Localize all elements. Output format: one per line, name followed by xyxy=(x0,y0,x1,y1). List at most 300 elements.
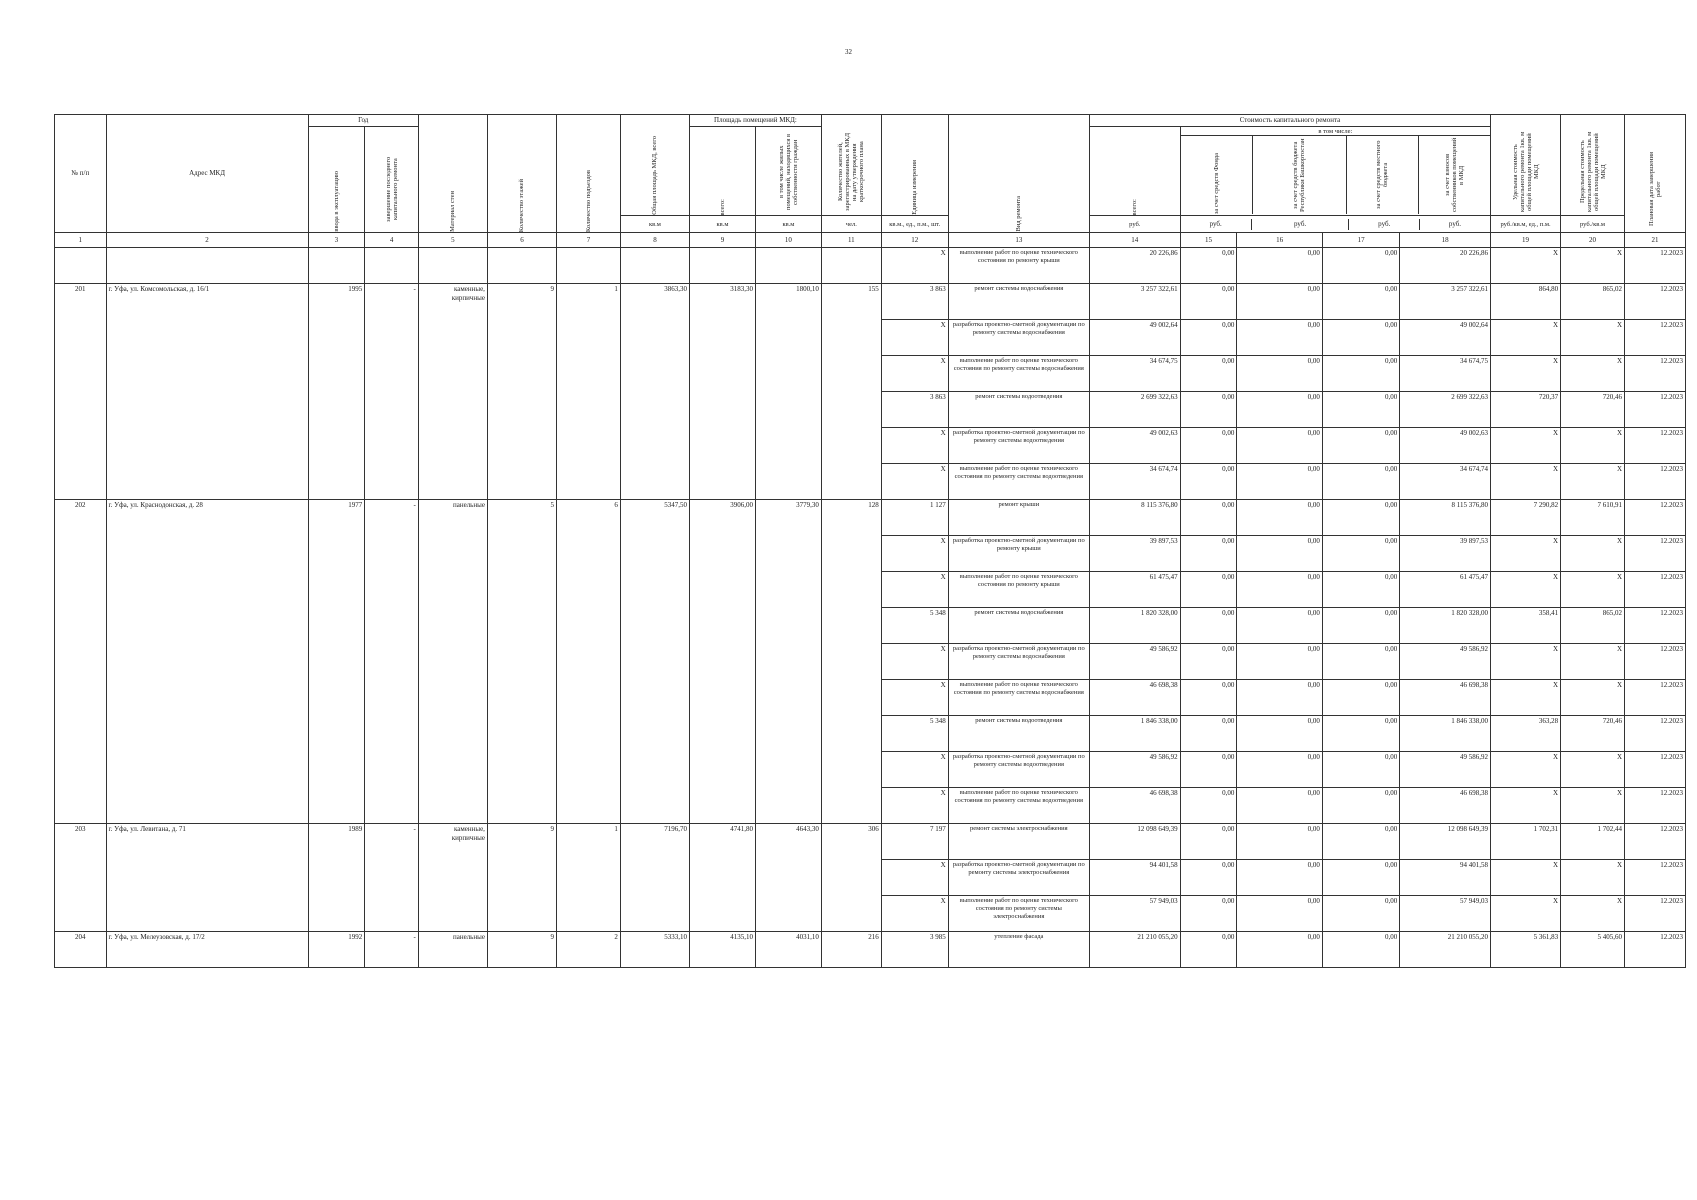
cost-republic: 0,00 xyxy=(1237,680,1323,716)
address: г. Уфа, ул. Мелеузовская, д. 17/2 xyxy=(106,932,308,968)
row-number xyxy=(55,392,107,428)
table-row xyxy=(55,608,1686,644)
work-type: разработка проектно-сметной документации по ремонту крыши xyxy=(948,536,1089,572)
deadline: 12.2023 xyxy=(1625,464,1686,500)
address xyxy=(106,716,308,752)
address xyxy=(106,320,308,356)
total-area xyxy=(620,356,689,392)
address: г. Уфа, ул. Комсомольская, д. 16/1 xyxy=(106,284,308,320)
cost-total: 39 897,53 xyxy=(1089,536,1180,572)
floors xyxy=(487,536,556,572)
column-number: 2 xyxy=(106,233,308,248)
wall-material xyxy=(418,896,487,932)
column-number: 17 xyxy=(1322,233,1399,248)
area-residential xyxy=(755,896,821,932)
table-row xyxy=(55,932,1686,968)
unit-19: руб./кв.м, ед., п.м. xyxy=(1491,216,1561,233)
table-row xyxy=(55,284,1686,320)
area-total xyxy=(689,392,755,428)
row-number xyxy=(55,680,107,716)
limit-cost: 865,02 xyxy=(1561,284,1625,320)
area-total xyxy=(689,644,755,680)
wall-material: каменные, кирпичные xyxy=(418,284,487,320)
floors: 9 xyxy=(487,932,556,968)
wall-material xyxy=(418,752,487,788)
residents: 128 xyxy=(821,500,881,536)
floors: 9 xyxy=(487,284,556,320)
measure-value: X xyxy=(881,644,948,680)
limit-cost: 865,02 xyxy=(1561,608,1625,644)
entrances xyxy=(557,680,621,716)
year-commission xyxy=(308,536,365,572)
residents xyxy=(821,644,881,680)
table-row xyxy=(55,428,1686,464)
cost-local: 0,00 xyxy=(1322,320,1399,356)
cost-owners: 34 674,75 xyxy=(1400,356,1491,392)
measure-value: X xyxy=(881,428,948,464)
column-number: 10 xyxy=(755,233,821,248)
measure-value: 7 197 xyxy=(881,824,948,860)
area-residential xyxy=(755,536,821,572)
wall-material: панельные xyxy=(418,932,487,968)
area-total xyxy=(689,356,755,392)
cost-republic: 0,00 xyxy=(1237,320,1323,356)
cost-owners: 49 586,92 xyxy=(1400,752,1491,788)
col-fund: за счет средств Фонда xyxy=(1181,136,1253,214)
col-wall-material: Материал стен xyxy=(418,115,487,233)
cost-republic: 0,00 xyxy=(1237,788,1323,824)
col-republic: за счет средств бюджета Республики Башкортостан xyxy=(1253,136,1347,214)
deadline: 12.2023 xyxy=(1625,356,1686,392)
row-number xyxy=(55,788,107,824)
col-total-area: Общая площадь МКД, всего xyxy=(620,115,689,216)
entrances: 6 xyxy=(557,500,621,536)
address xyxy=(106,788,308,824)
cost-republic: 0,00 xyxy=(1237,644,1323,680)
area-total: 3906,00 xyxy=(689,500,755,536)
row-number: 204 xyxy=(55,932,107,968)
total-area xyxy=(620,788,689,824)
limit-cost: 7 610,91 xyxy=(1561,500,1625,536)
floors xyxy=(487,248,556,284)
cost-republic: 0,00 xyxy=(1237,572,1323,608)
year-commission xyxy=(308,752,365,788)
row-number: 203 xyxy=(55,824,107,860)
measure-value: 3 863 xyxy=(881,284,948,320)
area-total xyxy=(689,248,755,284)
cost-local: 0,00 xyxy=(1322,788,1399,824)
cost-total: 49 586,92 xyxy=(1089,752,1180,788)
area-residential xyxy=(755,356,821,392)
work-type: ремонт системы электроснабжения xyxy=(948,824,1089,860)
cost-total: 34 674,74 xyxy=(1089,464,1180,500)
unit-cost: X xyxy=(1491,536,1561,572)
cost-local: 0,00 xyxy=(1322,464,1399,500)
cost-local: 0,00 xyxy=(1322,644,1399,680)
deadline: 12.2023 xyxy=(1625,608,1686,644)
floors xyxy=(487,680,556,716)
deadline: 12.2023 xyxy=(1625,788,1686,824)
unit-10: кв.м xyxy=(755,216,821,233)
residents xyxy=(821,392,881,428)
limit-cost: X xyxy=(1561,680,1625,716)
area-total xyxy=(689,860,755,896)
cost-owners: 46 698,38 xyxy=(1400,788,1491,824)
entrances: 1 xyxy=(557,824,621,860)
year-last-repair xyxy=(365,572,419,608)
row-number xyxy=(55,644,107,680)
col-area-residential: в том числе жилых помещений, находящихся в собственности граждан xyxy=(755,127,821,216)
work-type: разработка проектно-сметной документации по ремонту системы водоснабжения xyxy=(948,320,1089,356)
wall-material xyxy=(418,464,487,500)
limit-cost: X xyxy=(1561,428,1625,464)
cost-total: 46 698,38 xyxy=(1089,680,1180,716)
year-last-repair: - xyxy=(365,500,419,536)
group-year: Год xyxy=(308,115,418,127)
cost-fund: 0,00 xyxy=(1180,392,1237,428)
floors xyxy=(487,392,556,428)
cost-fund: 0,00 xyxy=(1180,896,1237,932)
year-last-repair xyxy=(365,608,419,644)
cost-fund: 0,00 xyxy=(1180,320,1237,356)
unit-cost: X xyxy=(1491,896,1561,932)
floors: 9 xyxy=(487,824,556,860)
column-number: 20 xyxy=(1561,233,1625,248)
cost-local: 0,00 xyxy=(1322,824,1399,860)
area-total xyxy=(689,752,755,788)
entrances xyxy=(557,356,621,392)
cost-owners: 94 401,58 xyxy=(1400,860,1491,896)
measure-value: X xyxy=(881,320,948,356)
col-year-commission: ввода в эксплуатацию xyxy=(308,127,365,233)
unit-cost: X xyxy=(1491,860,1561,896)
group-cost: Стоимость капитального ремонта xyxy=(1089,115,1490,127)
wall-material xyxy=(418,536,487,572)
work-type: ремонт крыши xyxy=(948,500,1089,536)
wall-material xyxy=(418,428,487,464)
cost-total: 1 846 338,00 xyxy=(1089,716,1180,752)
cost-total: 46 698,38 xyxy=(1089,788,1180,824)
area-total xyxy=(689,680,755,716)
cost-fund: 0,00 xyxy=(1180,824,1237,860)
cost-owners: 61 475,47 xyxy=(1400,572,1491,608)
year-last-repair: - xyxy=(365,824,419,860)
residents xyxy=(821,860,881,896)
cost-local: 0,00 xyxy=(1322,608,1399,644)
area-residential xyxy=(755,248,821,284)
column-number: 4 xyxy=(365,233,419,248)
cost-republic: 0,00 xyxy=(1237,428,1323,464)
residents xyxy=(821,536,881,572)
col-deadline: Плановая дата завершения работ xyxy=(1625,115,1686,233)
deadline: 12.2023 xyxy=(1625,860,1686,896)
cost-owners: 3 257 322,61 xyxy=(1400,284,1491,320)
limit-cost: 5 405,60 xyxy=(1561,932,1625,968)
cost-republic: 0,00 xyxy=(1237,500,1323,536)
year-last-repair xyxy=(365,716,419,752)
row-number xyxy=(55,248,107,284)
floors xyxy=(487,716,556,752)
column-number: 18 xyxy=(1400,233,1491,248)
cost-republic: 0,00 xyxy=(1237,392,1323,428)
measure-value: X xyxy=(881,752,948,788)
column-number: 5 xyxy=(418,233,487,248)
cost-owners: 20 226,86 xyxy=(1400,248,1491,284)
work-type: разработка проектно-сметной документации по ремонту системы водоотведения xyxy=(948,752,1089,788)
total-area: 7196,70 xyxy=(620,824,689,860)
work-type: ремонт системы водоотведения xyxy=(948,716,1089,752)
floors xyxy=(487,608,556,644)
unit-cost: X xyxy=(1491,788,1561,824)
deadline: 12.2023 xyxy=(1625,896,1686,932)
residents xyxy=(821,464,881,500)
entrances xyxy=(557,896,621,932)
cost-local: 0,00 xyxy=(1322,896,1399,932)
cost-owners: 8 115 376,80 xyxy=(1400,500,1491,536)
area-total xyxy=(689,572,755,608)
cost-republic: 0,00 xyxy=(1237,284,1323,320)
floors xyxy=(487,428,556,464)
table-row xyxy=(55,860,1686,896)
cost-local: 0,00 xyxy=(1322,248,1399,284)
column-number: 19 xyxy=(1491,233,1561,248)
year-last-repair xyxy=(365,248,419,284)
column-number: 21 xyxy=(1625,233,1686,248)
limit-cost: X xyxy=(1561,860,1625,896)
group-including: в том числе: за счет средств Фонда за счет средств бюджета Республики Башкортостан за счет средств местного бюджета за счет взносов собственников помещений в МКД xyxy=(1180,127,1490,216)
year-commission xyxy=(308,428,365,464)
wall-material: панельные xyxy=(418,500,487,536)
cost-owners: 49 002,64 xyxy=(1400,320,1491,356)
address xyxy=(106,608,308,644)
column-number: 16 xyxy=(1237,233,1323,248)
area-residential xyxy=(755,680,821,716)
cost-fund: 0,00 xyxy=(1180,536,1237,572)
cost-total: 94 401,58 xyxy=(1089,860,1180,896)
address xyxy=(106,752,308,788)
column-number: 9 xyxy=(689,233,755,248)
measure-value: 3 863 xyxy=(881,392,948,428)
unit-cost: X xyxy=(1491,680,1561,716)
area-residential xyxy=(755,644,821,680)
cost-owners: 2 699 322,63 xyxy=(1400,392,1491,428)
residents xyxy=(821,572,881,608)
floors xyxy=(487,356,556,392)
floors xyxy=(487,896,556,932)
row-number: 201 xyxy=(55,284,107,320)
residents: 306 xyxy=(821,824,881,860)
measure-value: X xyxy=(881,572,948,608)
residents xyxy=(821,356,881,392)
measure-value: 5 348 xyxy=(881,608,948,644)
entrances xyxy=(557,428,621,464)
total-area xyxy=(620,572,689,608)
total-area xyxy=(620,896,689,932)
work-type: ремонт системы водоотведения xyxy=(948,392,1089,428)
cost-fund: 0,00 xyxy=(1180,860,1237,896)
column-number: 8 xyxy=(620,233,689,248)
year-last-repair xyxy=(365,644,419,680)
limit-cost: X xyxy=(1561,248,1625,284)
cost-republic: 0,00 xyxy=(1237,716,1323,752)
measure-value: X xyxy=(881,248,948,284)
floors xyxy=(487,752,556,788)
work-type: разработка проектно-сметной документации по ремонту системы электроснабжения xyxy=(948,860,1089,896)
work-type: ремонт системы водоснабжения xyxy=(948,284,1089,320)
cost-fund: 0,00 xyxy=(1180,428,1237,464)
year-commission xyxy=(308,572,365,608)
entrances xyxy=(557,752,621,788)
address xyxy=(106,392,308,428)
cost-republic: 0,00 xyxy=(1237,464,1323,500)
deadline: 12.2023 xyxy=(1625,320,1686,356)
floors xyxy=(487,644,556,680)
column-number: 3 xyxy=(308,233,365,248)
year-last-repair xyxy=(365,320,419,356)
unit-8: кв.м xyxy=(620,216,689,233)
cost-owners: 57 949,03 xyxy=(1400,896,1491,932)
year-last-repair: - xyxy=(365,284,419,320)
residents xyxy=(821,248,881,284)
table-row xyxy=(55,824,1686,860)
total-area xyxy=(620,428,689,464)
unit-cost: 5 361,83 xyxy=(1491,932,1561,968)
deadline: 12.2023 xyxy=(1625,248,1686,284)
area-residential xyxy=(755,788,821,824)
unit-20: руб./кв.м xyxy=(1561,216,1625,233)
year-commission: 1992 xyxy=(308,932,365,968)
cost-owners: 1 846 338,00 xyxy=(1400,716,1491,752)
deadline: 12.2023 xyxy=(1625,716,1686,752)
year-last-repair xyxy=(365,392,419,428)
wall-material xyxy=(418,572,487,608)
row-number xyxy=(55,572,107,608)
cost-total: 49 586,92 xyxy=(1089,644,1180,680)
unit-cost: X xyxy=(1491,464,1561,500)
col-measure-unit: Единица измерения xyxy=(881,115,948,216)
unit-cost: 358,41 xyxy=(1491,608,1561,644)
deadline: 12.2023 xyxy=(1625,392,1686,428)
col-year-last-repair: завершение последнего капитального ремонта xyxy=(365,127,419,233)
measure-value: 1 127 xyxy=(881,500,948,536)
address xyxy=(106,572,308,608)
work-type: утепление фасада xyxy=(948,932,1089,968)
col-floors: Количество этажей xyxy=(487,115,556,233)
limit-cost: X xyxy=(1561,572,1625,608)
total-area xyxy=(620,320,689,356)
year-last-repair xyxy=(365,464,419,500)
area-residential: 3779,30 xyxy=(755,500,821,536)
residents xyxy=(821,716,881,752)
table-body xyxy=(55,233,1686,968)
year-commission xyxy=(308,392,365,428)
column-number: 13 xyxy=(948,233,1089,248)
entrances xyxy=(557,860,621,896)
cost-local: 0,00 xyxy=(1322,536,1399,572)
cost-republic: 0,00 xyxy=(1237,356,1323,392)
entrances xyxy=(557,248,621,284)
wall-material xyxy=(418,608,487,644)
cost-republic: 0,00 xyxy=(1237,896,1323,932)
col-cost-total: всего: xyxy=(1089,127,1180,216)
area-total xyxy=(689,428,755,464)
entrances xyxy=(557,716,621,752)
limit-cost: X xyxy=(1561,356,1625,392)
address xyxy=(106,464,308,500)
area-total xyxy=(689,320,755,356)
col-owners: за счет взносов собственников помещений в МКД xyxy=(1443,137,1465,213)
measure-value: X xyxy=(881,464,948,500)
limit-cost: X xyxy=(1561,320,1625,356)
row-number xyxy=(55,608,107,644)
limit-cost: X xyxy=(1561,644,1625,680)
floors xyxy=(487,860,556,896)
cost-fund: 0,00 xyxy=(1180,464,1237,500)
measure-value: X xyxy=(881,860,948,896)
row-number xyxy=(55,464,107,500)
cost-fund: 0,00 xyxy=(1180,608,1237,644)
wall-material xyxy=(418,644,487,680)
cost-republic: 0,00 xyxy=(1237,824,1323,860)
cost-fund: 0,00 xyxy=(1180,500,1237,536)
total-area xyxy=(620,716,689,752)
cost-fund: 0,00 xyxy=(1180,248,1237,284)
cost-fund: 0,00 xyxy=(1180,932,1237,968)
work-type: разработка проектно-сметной документации по ремонту системы водоотведения xyxy=(948,428,1089,464)
measure-value: X xyxy=(881,680,948,716)
residents xyxy=(821,680,881,716)
area-residential xyxy=(755,752,821,788)
column-number: 12 xyxy=(881,233,948,248)
col-work-type: Вид ремонта xyxy=(948,115,1089,233)
row-number xyxy=(55,356,107,392)
wall-material xyxy=(418,356,487,392)
limit-cost: 720,46 xyxy=(1561,716,1625,752)
unit-11: чел. xyxy=(821,216,881,233)
wall-material xyxy=(418,788,487,824)
area-residential xyxy=(755,716,821,752)
cost-total: 34 674,75 xyxy=(1089,356,1180,392)
residents: 155 xyxy=(821,284,881,320)
cost-republic: 0,00 xyxy=(1237,752,1323,788)
work-type: выполнение работ по оценке технического состояния по ремонту системы водоотведения xyxy=(948,788,1089,824)
cost-total: 2 699 322,63 xyxy=(1089,392,1180,428)
address xyxy=(106,536,308,572)
cost-republic: 0,00 xyxy=(1237,860,1323,896)
unit-cost: X xyxy=(1491,572,1561,608)
row-number xyxy=(55,320,107,356)
residents xyxy=(821,428,881,464)
page-number: 32 xyxy=(845,48,852,56)
cost-fund: 0,00 xyxy=(1180,572,1237,608)
deadline: 12.2023 xyxy=(1625,824,1686,860)
capital-repair-table xyxy=(54,114,1686,968)
year-commission xyxy=(308,860,365,896)
address: г. Уфа, ул. Левитана, д. 71 xyxy=(106,824,308,860)
floors xyxy=(487,788,556,824)
cost-local: 0,00 xyxy=(1322,392,1399,428)
unit-cost: X xyxy=(1491,356,1561,392)
unit-14: руб. xyxy=(1089,216,1180,233)
area-residential xyxy=(755,428,821,464)
year-last-repair xyxy=(365,428,419,464)
table-row xyxy=(55,716,1686,752)
cost-owners: 49 586,92 xyxy=(1400,644,1491,680)
floors: 5 xyxy=(487,500,556,536)
year-last-repair xyxy=(365,356,419,392)
measure-value: 5 348 xyxy=(881,716,948,752)
deadline: 12.2023 xyxy=(1625,644,1686,680)
